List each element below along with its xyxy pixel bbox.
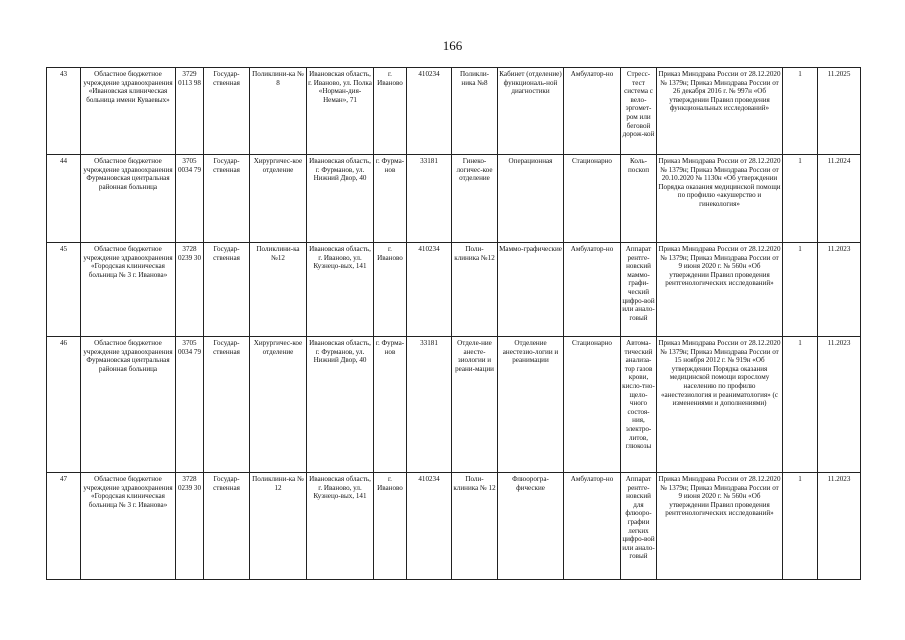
organization-cell: Областное бюджетное учреждение здравоохранения Фурмановская центральная районная больница: [81, 337, 176, 473]
address-cell: Ивановская область, г. Иваново, ул. Кузнецо-вых, 141: [307, 243, 374, 337]
equipment-cell: Стресс-тест система с вело-эргомет-ром или беговой дорож-кой: [621, 68, 657, 155]
row-number: 47: [47, 473, 81, 580]
row-number: 46: [47, 337, 81, 473]
date-cell: 11.2023: [818, 473, 861, 580]
page-number: 166: [442, 38, 463, 53]
ownership-cell: Государ-ственная: [204, 337, 250, 473]
date-cell: 11.2025: [818, 68, 861, 155]
address-cell: Ивановская область, г. Фурманов, ул. Нижний Двор, 40: [307, 337, 374, 473]
quantity-cell: 1: [783, 68, 818, 155]
division-cell: Хирургичес-кое отделение: [250, 337, 307, 473]
organization-cell: Областное бюджетное учреждение здравоохранения Фурмановская центральная районная больница: [81, 155, 176, 243]
code-cell: 3705 0034 79: [176, 337, 204, 473]
legal-basis-cell: Приказ Минздрава России от 28.12.2020 № 1379н; Приказ Минздрава России от 9 июня 2020 г. № 560н «Об утверждении Правил проведения рентгенологических исследований»: [657, 473, 783, 580]
division-cell: Поликлини-ка №12: [250, 243, 307, 337]
quantity-cell: 1: [783, 473, 818, 580]
room-cell: Флюорогра-фические: [498, 473, 564, 580]
table-row: [47, 243, 861, 337]
code-cell: 3728 0239 30: [176, 473, 204, 580]
organization-cell: Областное бюджетное учреждение здравоохранения «Ивановская клиническая больница имени Куваевых»: [81, 68, 176, 155]
room-cell: Кабинет (отделение) функциональ-ной диагностики: [498, 68, 564, 155]
equipment-cell: Автома-тический анализа-тор газов крови, кисло-тно-щело-чного состоя-ния, электро-литов, глюкозы: [621, 337, 657, 473]
legal-basis-cell: Приказ Минздрава России от 28.12.2020 № 1379н; Приказ Минздрава России от 15 ноября 2012 г. № 919н «Об утверждении Порядка оказания медицинской помощи взрослому населению по профилю «анестезиология и реаниматология» (с изменениями и дополнениями): [657, 337, 783, 473]
date-cell: 11.2024: [818, 155, 861, 243]
ownership-cell: Государ-ственная: [204, 68, 250, 155]
table-row: [47, 68, 861, 155]
date-cell: 11.2023: [818, 337, 861, 473]
postal-cell: 33181: [407, 155, 452, 243]
row-number: 45: [47, 243, 81, 337]
legal-basis-cell: Приказ Минздрава России от 28.12.2020 № 1379н; Приказ Минздрава России от 26 декабря 2016 г. № 997н «Об утверждении Правил проведения функциональных исследований»: [657, 68, 783, 155]
ownership-cell: Государ-ственная: [204, 243, 250, 337]
table-row: [47, 155, 861, 243]
equipment-table: [46, 67, 861, 580]
row-number: 43: [47, 68, 81, 155]
ownership-cell: Государ-ственная: [204, 155, 250, 243]
organization-cell: Областное бюджетное учреждение здравоохранения «Городская клиническая больница № 3 г. Иванова»: [81, 243, 176, 337]
room-cell: Операционная: [498, 155, 564, 243]
equipment-cell: Коль-поскоп: [621, 155, 657, 243]
row-number: 44: [47, 155, 81, 243]
care-type-cell: Амбулатор-но: [564, 473, 621, 580]
postal-cell: 410234: [407, 68, 452, 155]
quantity-cell: 1: [783, 155, 818, 243]
division-cell: Хирургичес-кое отделение: [250, 155, 307, 243]
code-cell: 3705 0034 79: [176, 155, 204, 243]
division-cell: Поликлини-ка № 8: [250, 68, 307, 155]
unit-cell: Поли-клиника № 12: [452, 473, 498, 580]
postal-cell: 410234: [407, 243, 452, 337]
organization-cell: Областное бюджетное учреждение здравоохранения «Городская клиническая больница № 3 г. Иванова»: [81, 473, 176, 580]
ownership-cell: Государ-ственная: [204, 473, 250, 580]
city-cell: г. Фурма-нов: [374, 337, 407, 473]
equipment-cell: Аппарат рентге-новский маммо-графи-ческий цифро-вой или анало-говый: [621, 243, 657, 337]
city-cell: г. Фурма-нов: [374, 155, 407, 243]
legal-basis-cell: Приказ Минздрава России от 28.12.2020 № 1379н; Приказ Минздрава России от 20.10.2020 № 1130н «Об утверждении Порядка оказания медицинской помощи по профилю «акушерство и гинекология»: [657, 155, 783, 243]
equipment-cell: Аппарат рентге-новский для флюоро-графии легких цифро-вой или анало-говый: [621, 473, 657, 580]
quantity-cell: 1: [783, 337, 818, 473]
code-cell: 3729 0113 98: [176, 68, 204, 155]
legal-basis-cell: Приказ Минздрава России от 28.12.2020 № 1379н; Приказ Минздрава России от 9 июня 2020 г. № 560н «Об утверждении Правил проведения рентгенологических исследований»: [657, 243, 783, 337]
table-row: [47, 337, 861, 473]
code-cell: 3728 0239 30: [176, 243, 204, 337]
unit-cell: Отделе-ние анесте-зиологии и реани-мации: [452, 337, 498, 473]
city-cell: г. Иваново: [374, 68, 407, 155]
address-cell: Ивановская область, г. Иваново, ул. Полка «Норман-дия-Неман», 71: [307, 68, 374, 155]
care-type-cell: Амбулатор-но: [564, 243, 621, 337]
city-cell: г. Иваново: [374, 473, 407, 580]
unit-cell: Поли-клиника №12: [452, 243, 498, 337]
unit-cell: Поликли-ника №8: [452, 68, 498, 155]
care-type-cell: Амбулатор-но: [564, 68, 621, 155]
address-cell: Ивановская область, г. Иваново, ул. Кузнецо-вых, 141: [307, 473, 374, 580]
date-cell: 11.2023: [818, 243, 861, 337]
room-cell: Отделение анестезио-логии и реанимации: [498, 337, 564, 473]
postal-cell: 33181: [407, 337, 452, 473]
care-type-cell: Стационарно: [564, 337, 621, 473]
quantity-cell: 1: [783, 243, 818, 337]
care-type-cell: Стационарно: [564, 155, 621, 243]
address-cell: Ивановская область, г. Фурманов, ул. Нижний Двор, 40: [307, 155, 374, 243]
table-row: [47, 473, 861, 580]
room-cell: Маммо-графические: [498, 243, 564, 337]
postal-cell: 410234: [407, 473, 452, 580]
city-cell: г. Иваново: [374, 243, 407, 337]
unit-cell: Гинеко-логичес-кое отделение: [452, 155, 498, 243]
division-cell: Поликлини-ка № 12: [250, 473, 307, 580]
